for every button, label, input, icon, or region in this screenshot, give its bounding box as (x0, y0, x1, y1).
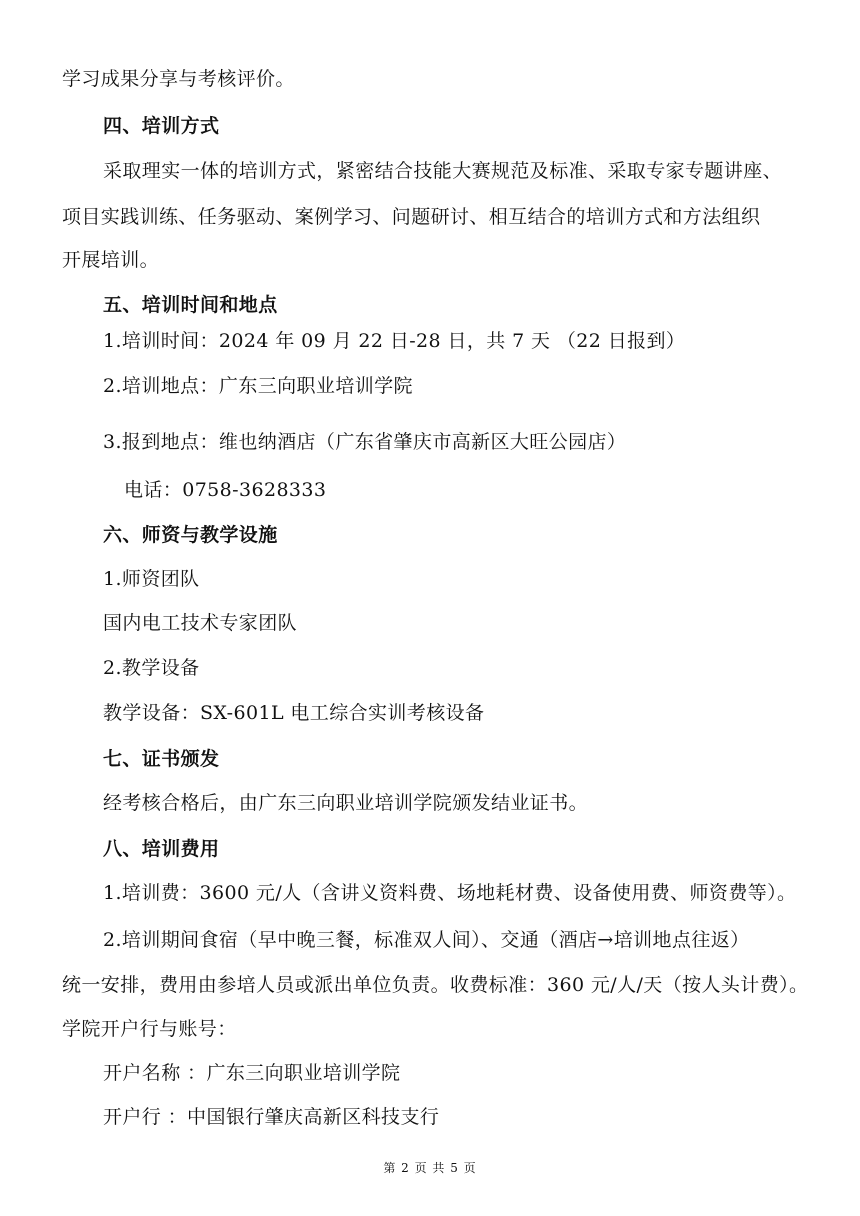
paragraph-line: 国内电工技术专家团队 (103, 612, 298, 634)
paragraph-line: 教学设备：SX-601L 电工综合实训考核设备 (103, 702, 485, 724)
section-heading-time-location: 五、培训时间和地点 (103, 294, 278, 316)
paragraph-line: 1.师资团队 (103, 568, 200, 590)
account-name: 开户名称 ：广东三向职业培训学院 (103, 1062, 401, 1084)
phone-number: 电话：0758-3628333 (124, 479, 327, 501)
paragraph-line: 采取理实一体的培训方式，紧密结合技能大赛规范及标准、采取专家专题讲座、 (103, 160, 783, 182)
page-number: 第 2 页 共 5 页 (383, 1161, 477, 1175)
paragraph-line: 开展培训。 (62, 249, 160, 271)
section-heading-certificate: 七、证书颁发 (103, 748, 220, 770)
paragraph-line: 学习成果分享与考核评价。 (62, 68, 295, 90)
section-heading-training-method: 四、培训方式 (103, 115, 220, 137)
paragraph-line: 项目实践训练、任务驱动、案例学习、问题研讨、相互结合的培训方式和方法组织 (62, 206, 761, 228)
section-heading-teachers-facilities: 六、师资与教学设施 (103, 524, 278, 546)
paragraph-line: 2.教学设备 (103, 657, 200, 679)
paragraph-line: 1.培训费：3600 元/人（含讲义资料费、场地耗材费、设备使用费、师资费等）。 (103, 882, 797, 904)
training-location: 2.培训地点：广东三向职业培训学院 (103, 375, 413, 397)
section-heading-fees: 八、培训费用 (103, 838, 220, 860)
training-time: 1.培训时间：2024 年 09 月 22 日-28 日，共 7 天 （22 日报到） (103, 330, 686, 352)
account-bank: 开户行 ：中国银行肇庆高新区科技支行 (103, 1106, 440, 1128)
paragraph-line: 2.培训期间食宿（早中晚三餐，标准双人间）、交通（酒店→培训地点往返） (103, 929, 750, 951)
check-in-location: 3.报到地点：维也纳酒店（广东省肇庆市高新区大旺公园店） (103, 431, 627, 453)
paragraph-line: 经考核合格后，由广东三向职业培训学院颁发结业证书。 (103, 792, 589, 814)
paragraph-line: 统一安排，费用由参培人员或派出单位负责。收费标准：360 元/人/天（按人头计费）。 (62, 974, 809, 996)
paragraph-line: 学院开户行与账号： (62, 1018, 237, 1040)
